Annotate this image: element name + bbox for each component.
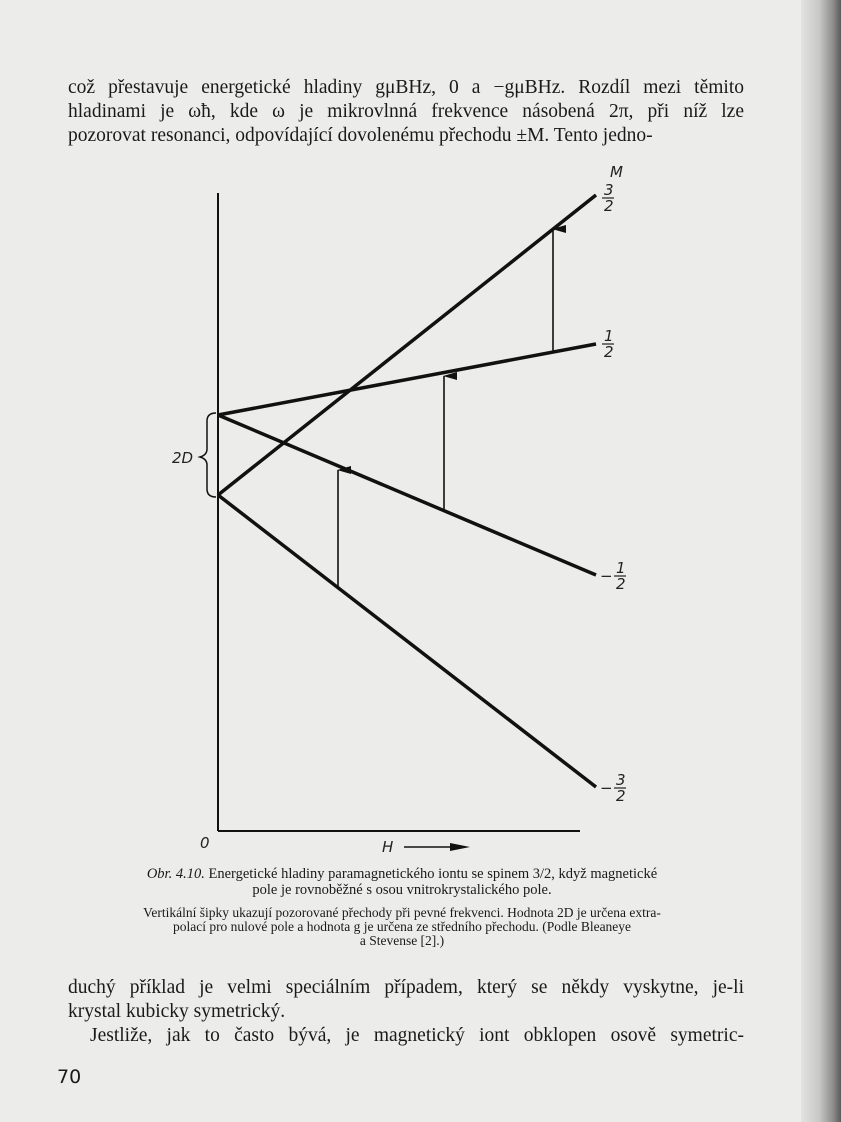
origin-label: 0 <box>200 834 210 852</box>
figure-caption-note <box>62 906 742 948</box>
caption-label: Obr. 4.10. <box>146 866 205 882</box>
fraction-denominator: 2 <box>604 197 614 215</box>
zero-field-brace <box>200 413 216 497</box>
level-label-minus-three-halves <box>600 771 626 805</box>
fraction-denominator: 2 <box>616 575 626 593</box>
fraction-denominator: 2 <box>616 787 626 805</box>
caption-line: Vertikální šipky ukazují pozorované přechody při pevné frekvenci. Hodnota 2D je určena extra- <box>143 905 661 920</box>
level-label-minus-one-half <box>600 559 626 593</box>
minus-sign: − <box>600 779 613 797</box>
level-line-plus-one-half <box>218 344 596 415</box>
fraction-numerator: 3 <box>604 181 614 199</box>
text-line: Jestliže, jak to často bývá, je magnetický iont obklopen osově symetric- <box>90 1025 744 1046</box>
level-line-minus-one-half <box>218 415 596 575</box>
page-number: 70 <box>57 1066 82 1088</box>
bottom-paragraph <box>68 976 744 1048</box>
text-line: pozorovat resonanci, odpovídající dovolenému přechodu ±M. Tento jedno- <box>68 125 653 146</box>
fraction-numerator: 1 <box>616 559 626 577</box>
minus-sign: − <box>600 567 613 585</box>
h-axis-label: H <box>382 838 394 855</box>
caption-line: Energetické hladiny paramagnetického iontu se spinem 3/2, když magnetické <box>208 866 658 882</box>
level-label-plus-one-half <box>602 327 614 361</box>
fraction-numerator: 1 <box>604 327 614 345</box>
fraction-denominator: 2 <box>604 343 614 361</box>
text-line: hladinami je ωħ, kde ω je mikrovlnná frekvence násobená 2π, při níž lze <box>68 101 744 122</box>
caption-line: a Stevense [2].) <box>359 933 445 948</box>
top-paragraph <box>68 76 744 148</box>
fraction-numerator: 3 <box>616 771 626 789</box>
caption-line: pole je rovnoběžné s osou vnitrokrystalického pole. <box>252 882 552 898</box>
axis-label-m: M <box>610 163 623 181</box>
h-axis-arrow-head <box>450 843 470 851</box>
brace-label: 2D <box>172 449 194 467</box>
level-line-minus-three-halves <box>218 495 596 787</box>
page-edge-shadow <box>801 0 841 1122</box>
energy-level-diagram <box>0 155 760 855</box>
text-line: duchý příklad je velmi speciálním případem, který se někdy vyskytne, je-li <box>68 977 744 998</box>
text-line: což přestavuje energetické hladiny gμBHz, 0 a −gμBHz. Rozdíl mezi těmito <box>68 77 744 98</box>
text-line: krystal kubicky symetrický. <box>68 1001 286 1022</box>
caption-line: polací pro nulové pole a hodnota g je určena ze středního přechodu. (Podle Bleaneye <box>172 919 632 934</box>
level-label-plus-three-halves <box>602 181 614 215</box>
figure-caption <box>62 866 742 898</box>
level-line-plus-three-halves <box>218 195 596 495</box>
